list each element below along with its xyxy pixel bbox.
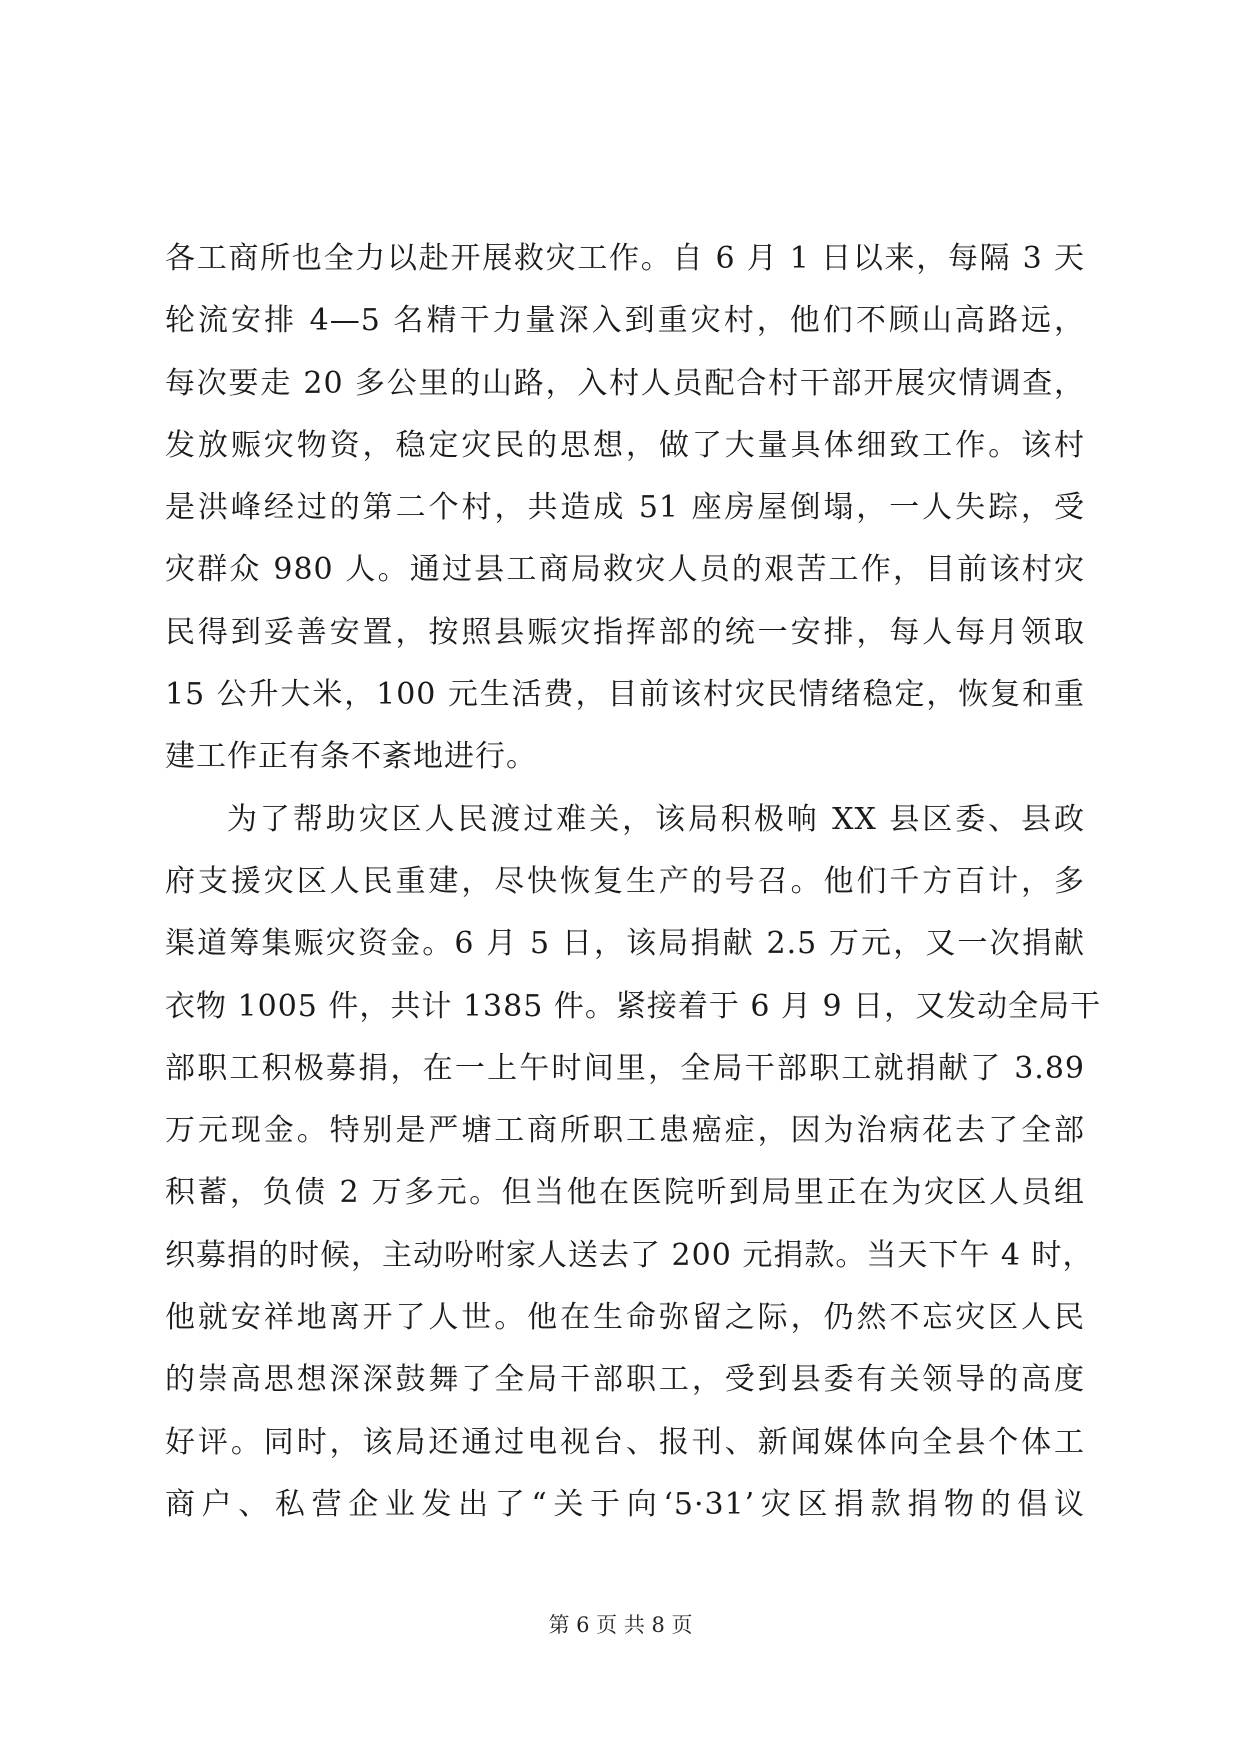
body-text xyxy=(165,228,1102,1536)
text-line: 他就安祥地离开了人世。他在生命弥留之际，仍然不忘灾区人民 xyxy=(165,1300,1085,1336)
text-line: 为了帮助灾区人民渡过难关，该局积极响 XX 县区委、县政 xyxy=(227,801,1085,837)
text-line: 民得到妥善安置，按照县赈灾指挥部的统一安排，每人每月领取 xyxy=(165,614,1085,650)
text-line: 建工作正有条不紊地进行。 xyxy=(165,739,537,775)
text-line: 每次要走 20 多公里的山路，入村人员配合村干部开展灾情调查， xyxy=(165,365,1085,401)
text-line: 各工商所也全力以赴开展救灾工作。自 6 月 1 日以来，每隔 3 天 xyxy=(165,241,1085,276)
text-line: 部职工积极募捐，在一上午时间里，全局干部职工就捐献了 3.89 xyxy=(165,1050,1085,1086)
text-line: 商户、私营企业发出了“关于向‘5·31’灾区捐款捐物的倡议 xyxy=(165,1486,1085,1522)
text-line: 积蓄，负债 2 万多元。但当他在医院听到局里正在为灾区人员组 xyxy=(165,1175,1085,1211)
text-line: 衣物 1005 件，共计 1385 件。紧接着于 6 月 9 日，又发动全局干 xyxy=(165,988,1102,1024)
text-line: 织募捐的时候，主动吩咐家人送去了 200 元捐款。当天下午 4 时， xyxy=(165,1237,1094,1273)
text-line: 轮流安排 4—5 名精干力量深入到重灾村，他们不顾山高路远， xyxy=(165,303,1085,339)
text-line: 是洪峰经过的第二个村，共造成 51 座房屋倒塌，一人失踪，受 xyxy=(165,490,1085,526)
text-line: 发放赈灾物资，稳定灾民的思想，做了大量具体细致工作。该村 xyxy=(165,427,1085,463)
page-number-label: 第 6 页 共 8 页 xyxy=(548,1613,693,1637)
text-line: 好评。同时，该局还通过电视台、报刊、新闻媒体向全县个体工 xyxy=(165,1424,1085,1460)
page-footer xyxy=(0,1610,1241,1640)
text-line: 渠道筹集赈灾资金。6 月 5 日，该局捐献 2.5 万元，又一次捐献 xyxy=(165,926,1085,962)
text-line: 府支援灾区人民重建，尽快恢复生产的号召。他们千方百计，多 xyxy=(165,863,1085,899)
text-line: 灾群众 980 人。通过县工商局救灾人员的艰苦工作，目前该村灾 xyxy=(165,552,1085,588)
text-line: 万元现金。特别是严塘工商所职工患癌症，因为治病花去了全部 xyxy=(165,1113,1085,1149)
text-line: 的崇高思想深深鼓舞了全局干部职工，受到县委有关领导的高度 xyxy=(165,1362,1085,1398)
text-line: 15 公升大米，100 元生活费，目前该村灾民情绪稳定，恢复和重 xyxy=(165,677,1085,713)
